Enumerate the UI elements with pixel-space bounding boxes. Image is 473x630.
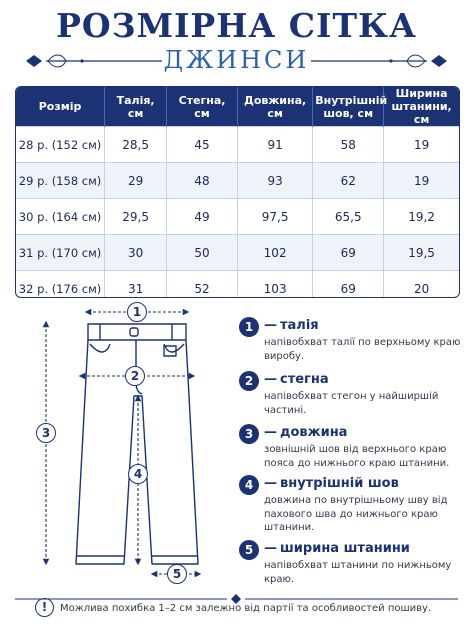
legend-description: зовнішній шов від верхнього краю пояса до нижнього краю штанини. [264,444,450,469]
legend-badge: 4 [239,475,259,495]
table-cell: 69 [313,235,384,271]
marker-waist: 1 [127,302,147,322]
marker-leg-width: 5 [167,564,187,584]
table-cell: 20 [384,271,459,299]
table-cell: 49 [167,199,238,235]
legend-dash: — [264,425,277,440]
marker-inseam: 4 [128,464,148,484]
size-table [15,86,460,298]
legend-title: ширина штанини [280,541,410,556]
table-cell: 30 [105,235,167,271]
table-cell: 29 р. (158 см) [16,163,105,199]
legend-description: довжина по внутрішньому шву від пахового шва до нижнього краю штанини. [264,495,448,533]
legend-badge: 5 [239,540,259,560]
table-cell: 91 [237,127,312,163]
table-cell: 93 [237,163,312,199]
page-subtitle: ДЖИНСИ [163,46,310,74]
table-row [16,199,459,235]
column-header: Ширина штанини, см [384,87,459,127]
table-row [16,163,459,199]
legend-dash: — [264,541,277,556]
column-header: Талія, см [105,87,167,127]
legend-dash: — [264,476,277,491]
table-cell: 65,5 [313,199,384,235]
marker-length: 3 [36,423,56,443]
table-row [16,235,459,271]
table-row [16,271,459,299]
legend-badge: 1 [239,317,259,337]
legend-title: довжина [280,425,348,440]
jeans-diagram [30,304,235,590]
table-cell: 29,5 [105,199,167,235]
table-cell: 58 [313,127,384,163]
table-cell: 28 р. (152 см) [16,127,105,163]
table-header-row [16,87,459,127]
legend-dash: — [264,372,277,387]
table-cell: 29 [105,163,167,199]
table-cell: 19,5 [384,235,459,271]
legend-dash: — [264,318,277,333]
column-header: Довжина, см [237,87,312,127]
page-title: РОЗМІРНА СІТКА [56,6,417,45]
table-cell: 50 [167,235,238,271]
ornament-right-icon [311,44,451,78]
footer-note: Можлива похибка 1–2 см залежно від партії та особливостей пошиву. [60,603,432,614]
table-cell: 31 р. (170 см) [16,235,105,271]
legend-description: напівобхват штанини по нижньому краю. [264,560,452,585]
subtitle-row [0,44,473,78]
column-header: Стегна, см [167,87,238,127]
legend-badge: 3 [239,424,259,444]
legend-description: напівобхват талії по верхньому краю виробу. [264,337,461,362]
table-cell: 97,5 [237,199,312,235]
warning-icon: ! [35,598,54,617]
table-cell: 102 [237,235,312,271]
marker-hips: 2 [125,366,145,386]
table-cell: 69 [313,271,384,299]
legend-badge: 2 [239,371,259,391]
table-cell: 32 р. (176 см) [16,271,105,299]
column-header: Внутрішній шов, см [313,87,384,127]
legend-title: внутрішній шов [280,476,399,491]
legend-title: талія [280,318,319,333]
table-cell: 62 [313,163,384,199]
legend-title: стегна [280,372,329,387]
jeans-outline-icon [30,304,235,590]
table-cell: 31 [105,271,167,299]
table-cell: 52 [167,271,238,299]
table-cell: 45 [167,127,238,163]
table-row [16,127,459,163]
table-cell: 19,2 [384,199,459,235]
table-cell: 103 [237,271,312,299]
table-cell: 19 [384,127,459,163]
table-cell: 30 р. (164 см) [16,199,105,235]
legend-description: напівобхват стегон у найширшій частині. [264,391,439,416]
table-cell: 19 [384,163,459,199]
table-cell: 28,5 [105,127,167,163]
column-header: Розмір [16,87,105,127]
table-cell: 48 [167,163,238,199]
